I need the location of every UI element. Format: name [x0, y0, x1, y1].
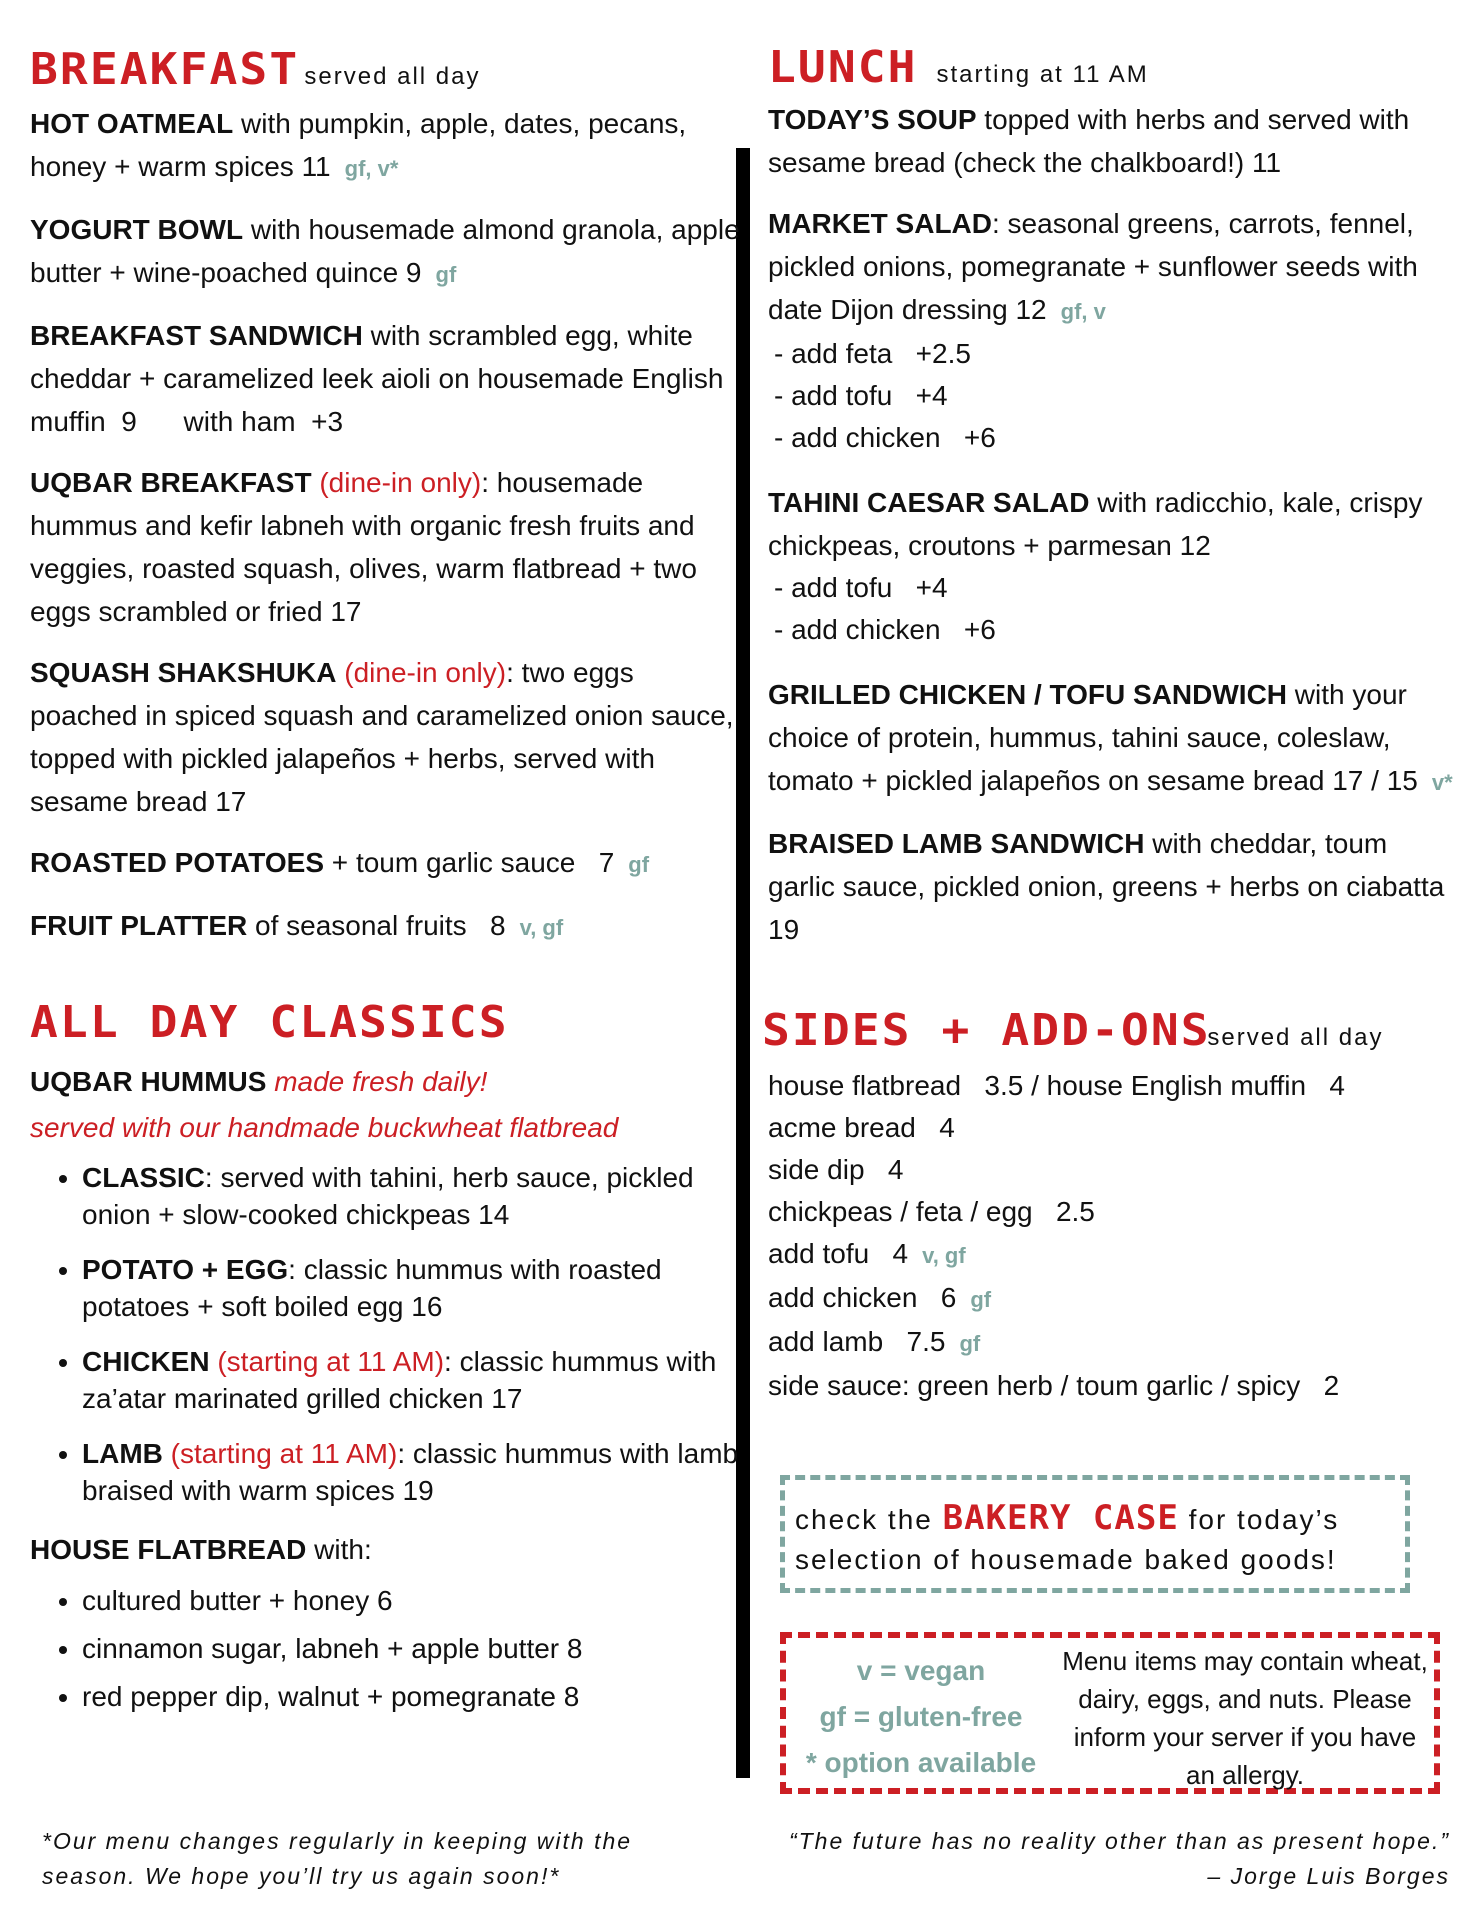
footer-note: *Our menu changes regularly in keeping with the season. We hope you’ll try us again soon!* [42, 1828, 633, 1889]
menu-item: TAHINI CAESAR SALAD with radicchio, kale, crispy chickpeas, croutons + parmesan 12 [768, 487, 1423, 561]
list-item: side sauce: green herb / toum garlic / spicy 2 [768, 1370, 1340, 1401]
diet-tag: v, gf [922, 1243, 966, 1268]
allergy-note: Menu items may contain wheat, dairy, eggs, and nuts. Please inform your server if you have an allergy. [1062, 1646, 1428, 1790]
list-item: • cinnamon sugar, labneh + apple butter 8 [82, 1625, 740, 1673]
footer-quote: “The future has no reality other than as present hope.” – Jorge Luis Borges [788, 1828, 1450, 1889]
list-item: house flatbread 3.5 / house English muffin 4 [768, 1070, 1345, 1101]
addon-item: - add feta +2.5 [774, 338, 971, 369]
diet-tag: v* [1431, 770, 1453, 795]
menu-item: BRAISED LAMB SANDWICH with cheddar, toum garlic sauce, pickled onion, greens + herbs on ciabatta 19 [768, 828, 1445, 945]
classics-title: ALL DAY CLASSICS [30, 997, 509, 1048]
flatbread-list [30, 1577, 740, 1721]
list-item: acme bread 4 [768, 1112, 955, 1143]
classics-header [30, 997, 740, 1048]
lunch-header [768, 42, 1458, 93]
lunch-subtitle: starting at 11 AM [936, 61, 1149, 88]
list-item: add tofu 4 v, gf [768, 1238, 966, 1269]
list-item: • LAMB (starting at 11 AM): classic hummus with lamb braised with warm spices 19 [82, 1435, 740, 1509]
list-item: • POTATO + EGG: classic hummus with roasted potatoes + soft boiled egg 16 [82, 1251, 740, 1325]
flatbread-title: HOUSE FLATBREAD with: [30, 1534, 372, 1565]
addon-item: - add chicken +6 [774, 422, 996, 453]
breakfast-subtitle: served all day [304, 63, 481, 90]
sides-header [762, 1005, 1458, 1056]
sides-subtitle: served all day [1207, 1024, 1384, 1051]
hummus-list [30, 1159, 740, 1509]
diet-legend [780, 1632, 1440, 1794]
menu-item: TODAY’S SOUP topped with herbs and served with sesame bread (check the chalkboard!) 11 [768, 104, 1410, 178]
sides-title: SIDES + ADD-ONS [762, 1005, 1211, 1056]
legend-keys: v = vegan gf = gluten-free * option available [805, 1655, 1037, 1778]
diet-tag: gf [959, 1331, 981, 1356]
diet-tag: gf [435, 262, 457, 287]
menu-item: FRUIT PLATTER of seasonal fruits 8 v, gf [30, 910, 564, 941]
diet-tag: gf, v [1060, 299, 1106, 324]
bakery-notice: check the BAKERY CASE for today’s selection of housemade baked goods! [780, 1475, 1410, 1593]
diet-tag: v, gf [519, 915, 564, 940]
menu-item: YOGURT BOWL with housemade almond granola, apple butter + wine-poached quince 9 gf [30, 214, 740, 288]
list-item: add lamb 7.5 gf [768, 1326, 981, 1357]
right-column [762, 0, 1458, 1790]
menu-item: UQBAR BREAKFAST (dine-in only): housemade hummus and kefir labneh with organic fresh fruits and veggies, roasted squash, olives, warm flatbread + two eggs scrambled or fried 17 [30, 467, 697, 627]
addon-item: - add chicken +6 [774, 614, 996, 645]
left-column [30, 0, 740, 1721]
breakfast-header [30, 44, 740, 95]
hummus-title: UQBAR HUMMUS made fresh daily! [30, 1066, 488, 1097]
list-item: • red pepper dip, walnut + pomegranate 8 [82, 1673, 740, 1721]
list-item: add chicken 6 gf [768, 1282, 992, 1313]
diet-tag: gf [970, 1287, 992, 1312]
hummus-served: served with our handmade buckwheat flatbread [30, 1112, 619, 1143]
list-item: chickpeas / feta / egg 2.5 [768, 1196, 1095, 1227]
diet-tag: gf [628, 852, 650, 877]
menu-item: ROASTED POTATOES + toum garlic sauce 7 gf [30, 847, 650, 878]
menu-item: BREAKFAST SANDWICH with scrambled egg, white cheddar + caramelized leek aioli on housemade English muffin 9 with ham +3 [30, 320, 732, 437]
menu-item: GRILLED CHICKEN / TOFU SANDWICH with your choice of protein, hummus, tahini sauce, coleslaw, tomato + pickled jalapeños on sesame bread 17 / 15 v* [768, 679, 1453, 796]
list-item: • CLASSIC: served with tahini, herb sauce, pickled onion + slow-cooked chickpeas 14 [82, 1159, 740, 1233]
breakfast-title: BREAKFAST [30, 44, 300, 95]
diet-tag: gf, v* [344, 156, 399, 181]
bakery-case-label: BAKERY CASE [942, 1498, 1179, 1538]
addon-item: - add tofu +4 [774, 572, 948, 603]
sides-list [768, 1065, 1458, 1407]
lunch-title: LUNCH [768, 42, 918, 93]
menu-item: SQUASH SHAKSHUKA (dine-in only): two eggs poached in spiced squash and caramelized onion sauce, topped with pickled jalapeños + herbs, served with sesame bread 17 [30, 657, 734, 817]
list-item: • cultured butter + honey 6 [82, 1577, 740, 1625]
menu-item: MARKET SALAD: seasonal greens, carrots, fennel, pickled onions, pomegranate + sunflower seeds with date Dijon dressing 12 gf, v [768, 208, 1418, 325]
addon-item: - add tofu +4 [774, 380, 948, 411]
menu-item: HOT OATMEAL with pumpkin, apple, dates, pecans, honey + warm spices 11 gf, v* [30, 108, 687, 182]
list-item: side dip 4 [768, 1154, 904, 1185]
list-item: • CHICKEN (starting at 11 AM): classic hummus with za’atar marinated grilled chicken 17 [82, 1343, 740, 1417]
